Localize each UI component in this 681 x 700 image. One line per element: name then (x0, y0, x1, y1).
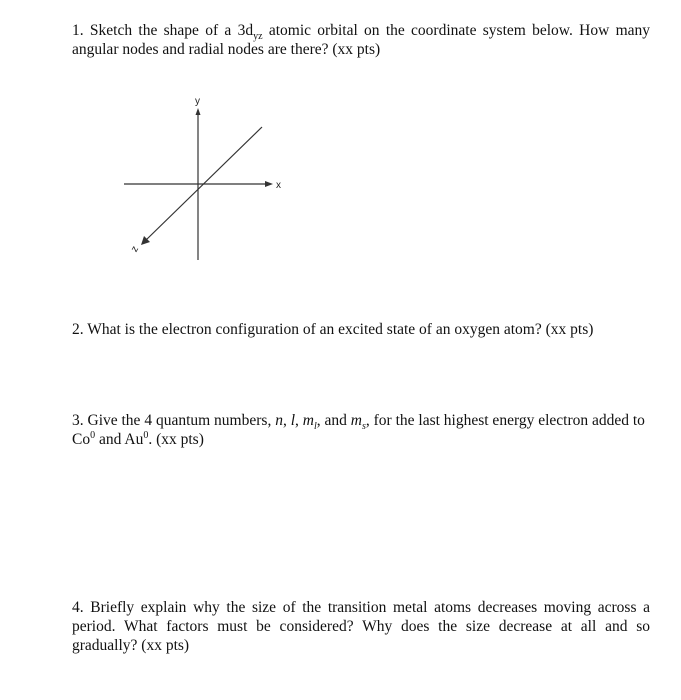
question-4 (72, 598, 650, 655)
z-axis-label: z (129, 244, 142, 255)
question-3: 3. Give the 4 quantum numbers, n, l, $m_l$, and $m_s$, for the last highest energy electron added to Co$^0$ and Au$^0$. (xx pts) (72, 412, 645, 448)
gold-symbol: Au (124, 431, 144, 448)
question-3-text-c: . (xx pts) (148, 431, 204, 448)
question-1-number: 1. (72, 22, 84, 39)
orbital-subscript: yz (253, 31, 263, 43)
question-2-number: 2. (72, 321, 84, 338)
and-word: and (324, 412, 347, 429)
question-1 (72, 21, 650, 59)
question-3-text-a: Give the 4 quantum numbers, (87, 412, 272, 429)
y-axis-label: y (195, 96, 200, 107)
coordinate-system (110, 90, 300, 265)
qn-n: n (275, 412, 283, 429)
cobalt-symbol: Co (72, 431, 91, 448)
question-1-text-b: atomic orbital on the coordinate system below. How many angular nodes and radial nodes are there? (xx pts) (72, 22, 651, 58)
question-3-text-b: for the last highest energy electron added to (373, 412, 645, 429)
question-1-text-a: Sketch the shape of a 3d (89, 22, 254, 39)
and-word-2: and (98, 431, 122, 448)
qn-ms: $m_s$ (350, 412, 366, 433)
x-axis-arrow (265, 181, 273, 187)
question-2 (72, 320, 650, 339)
qn-l: l (290, 412, 296, 429)
question-2-text: What is the electron configuration of an excited state of an oxygen atom? (xx pts) (87, 321, 594, 338)
question-4-number: 4. (72, 599, 84, 616)
x-axis-label: x (276, 180, 281, 191)
gold-charge: 0 (143, 429, 149, 441)
question-3-number: 3. (72, 412, 84, 429)
qn-ml: $m_l$ (302, 412, 317, 433)
question-4-text: Briefly explain why the size of the transition metal atoms decreases moving across a period. What factors must be considered? Why does the size decrease at all and so gradually? (xx pts) (72, 599, 650, 654)
y-axis-arrow (196, 108, 201, 115)
cobalt-charge: 0 (90, 429, 96, 441)
